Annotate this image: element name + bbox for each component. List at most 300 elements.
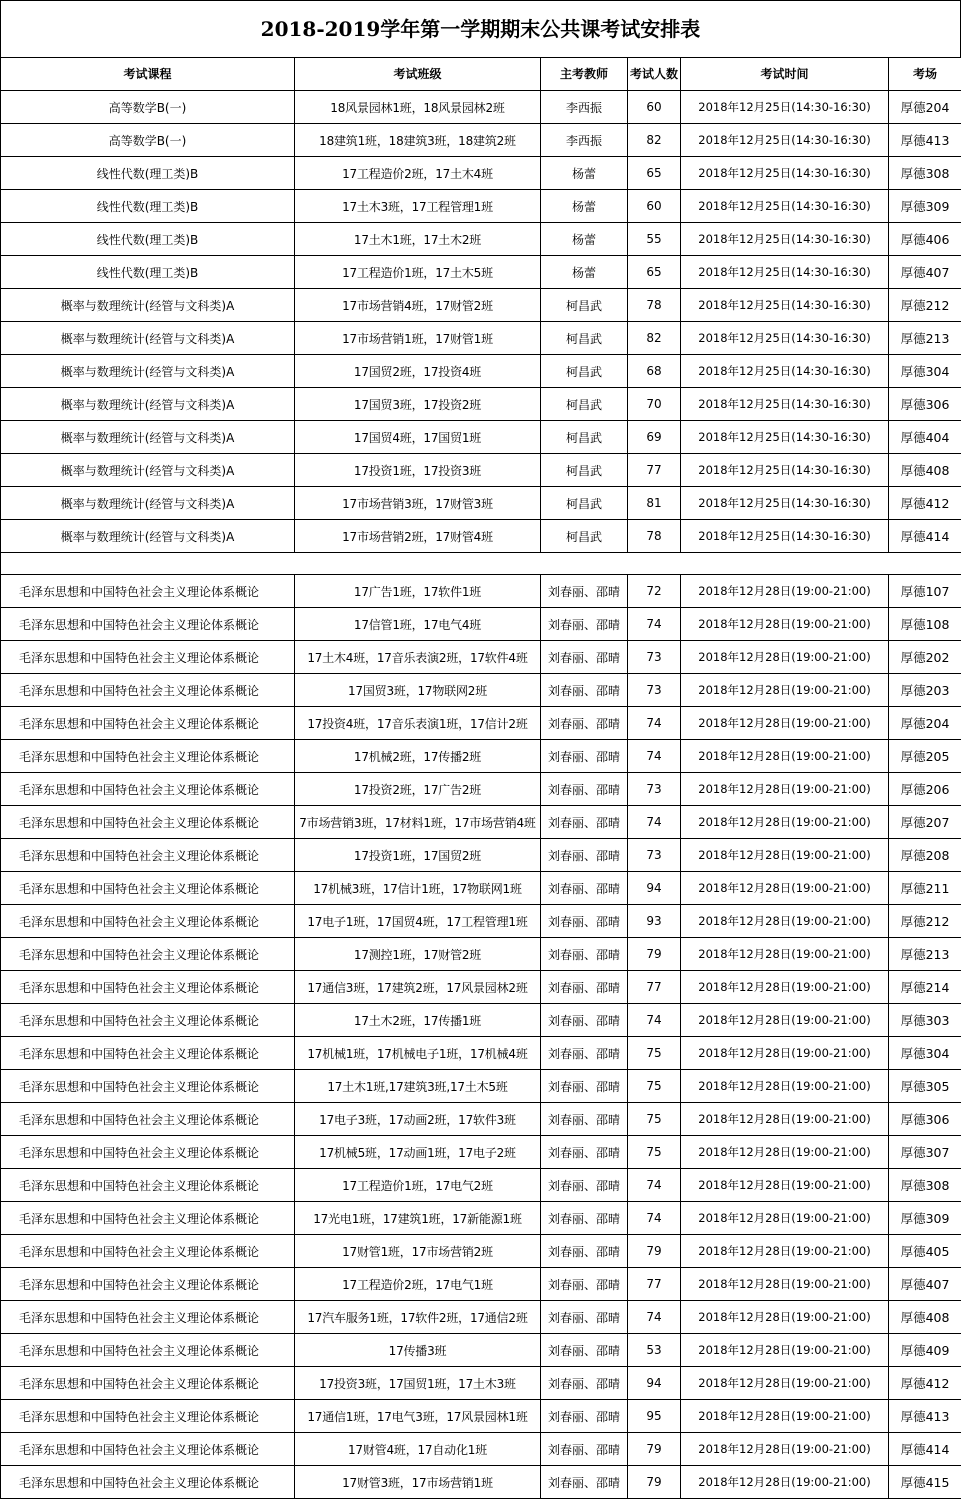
cell-course: 高等数学B(一) (1, 124, 295, 157)
cell-room: 厚德413 (889, 1400, 961, 1433)
cell-count: 75 (628, 1037, 681, 1070)
cell-count: 94 (628, 872, 681, 905)
cell-course: 毛泽东思想和中国特色社会主义理论体系概论 (1, 1466, 295, 1499)
cell-count: 75 (628, 1070, 681, 1103)
cell-room: 厚德309 (889, 1202, 961, 1235)
cell-room: 厚德306 (889, 388, 961, 421)
cell-room: 厚德208 (889, 839, 961, 872)
cell-course: 毛泽东思想和中国特色社会主义理论体系概论 (1, 1070, 295, 1103)
exam-table (0, 57, 961, 1499)
cell-classes: 17通信1班，17电气3班，17风景园林1班 (295, 1400, 541, 1433)
cell-room: 厚德404 (889, 421, 961, 454)
table-row (1, 674, 961, 707)
cell-room: 厚德203 (889, 674, 961, 707)
cell-course: 毛泽东思想和中国特色社会主义理论体系概论 (1, 740, 295, 773)
cell-teacher: 杨蕾 (541, 157, 628, 190)
cell-time: 2018年12月25日(14:30-16:30) (681, 190, 889, 223)
cell-teacher: 刘春丽、邵晴 (541, 575, 628, 608)
cell-time: 2018年12月28日(19:00-21:00) (681, 641, 889, 674)
cell-course: 毛泽东思想和中国特色社会主义理论体系概论 (1, 1400, 295, 1433)
cell-time: 2018年12月28日(19:00-21:00) (681, 872, 889, 905)
cell-room: 厚德415 (889, 1466, 961, 1499)
cell-teacher: 刘春丽、邵晴 (541, 905, 628, 938)
cell-teacher: 刘春丽、邵晴 (541, 806, 628, 839)
cell-time: 2018年12月25日(14:30-16:30) (681, 289, 889, 322)
cell-room: 厚德206 (889, 773, 961, 806)
cell-count: 77 (628, 1268, 681, 1301)
table-row (1, 1004, 961, 1037)
cell-teacher: 刘春丽、邵晴 (541, 1235, 628, 1268)
cell-classes: 17工程造价1班，17土木5班 (295, 256, 541, 289)
cell-teacher: 柯昌武 (541, 454, 628, 487)
cell-course: 毛泽东思想和中国特色社会主义理论体系概论 (1, 938, 295, 971)
cell-course: 毛泽东思想和中国特色社会主义理论体系概论 (1, 1334, 295, 1367)
cell-teacher: 刘春丽、邵晴 (541, 773, 628, 806)
cell-time: 2018年12月25日(14:30-16:30) (681, 520, 889, 553)
table-row (1, 608, 961, 641)
cell-time: 2018年12月25日(14:30-16:30) (681, 388, 889, 421)
cell-time: 2018年12月28日(19:00-21:00) (681, 674, 889, 707)
cell-count: 79 (628, 1466, 681, 1499)
cell-course: 毛泽东思想和中国特色社会主义理论体系概论 (1, 1433, 295, 1466)
cell-course: 毛泽东思想和中国特色社会主义理论体系概论 (1, 1136, 295, 1169)
cell-classes: 17土木2班，17传播1班 (295, 1004, 541, 1037)
table-row (1, 388, 961, 421)
cell-classes: 17机械3班，17信计1班，17物联网1班 (295, 872, 541, 905)
cell-time: 2018年12月25日(14:30-16:30) (681, 256, 889, 289)
header-row (1, 58, 961, 91)
cell-room: 厚德409 (889, 1334, 961, 1367)
header-room: 考场 (889, 58, 961, 91)
cell-course: 毛泽东思想和中国特色社会主义理论体系概论 (1, 773, 295, 806)
page-title: 2018-2019学年第一学期期末公共课考试安排表 (0, 0, 961, 57)
table-row (1, 355, 961, 388)
cell-classes: 17国贸4班，17国贸1班 (295, 421, 541, 454)
cell-course: 概率与数理统计(经管与文科类)A (1, 322, 295, 355)
table-row (1, 806, 961, 839)
cell-course: 概率与数理统计(经管与文科类)A (1, 355, 295, 388)
cell-room: 厚德205 (889, 740, 961, 773)
cell-course: 毛泽东思想和中国特色社会主义理论体系概论 (1, 839, 295, 872)
cell-room: 厚德304 (889, 355, 961, 388)
table-row (1, 1202, 961, 1235)
cell-course: 毛泽东思想和中国特色社会主义理论体系概论 (1, 641, 295, 674)
cell-room: 厚德213 (889, 938, 961, 971)
cell-count: 78 (628, 520, 681, 553)
cell-time: 2018年12月28日(19:00-21:00) (681, 1367, 889, 1400)
cell-classes: 17传播3班 (295, 1334, 541, 1367)
table-row (1, 1433, 961, 1466)
cell-count: 79 (628, 938, 681, 971)
cell-course: 毛泽东思想和中国特色社会主义理论体系概论 (1, 806, 295, 839)
cell-time: 2018年12月28日(19:00-21:00) (681, 938, 889, 971)
cell-course: 毛泽东思想和中国特色社会主义理论体系概论 (1, 905, 295, 938)
cell-time: 2018年12月28日(19:00-21:00) (681, 1268, 889, 1301)
cell-teacher: 刘春丽、邵晴 (541, 872, 628, 905)
cell-time: 2018年12月25日(14:30-16:30) (681, 421, 889, 454)
cell-teacher: 刘春丽、邵晴 (541, 1202, 628, 1235)
cell-count: 69 (628, 421, 681, 454)
cell-classes: 17国贸2班，17投资4班 (295, 355, 541, 388)
cell-time: 2018年12月25日(14:30-16:30) (681, 454, 889, 487)
cell-classes: 17国贸3班，17投资2班 (295, 388, 541, 421)
cell-teacher: 刘春丽、邵晴 (541, 971, 628, 1004)
cell-time: 2018年12月25日(14:30-16:30) (681, 157, 889, 190)
cell-count: 73 (628, 674, 681, 707)
cell-room: 厚德207 (889, 806, 961, 839)
cell-time: 2018年12月28日(19:00-21:00) (681, 608, 889, 641)
cell-room: 厚德204 (889, 91, 961, 124)
cell-time: 2018年12月28日(19:00-21:00) (681, 1301, 889, 1334)
cell-classes: 17电子3班，17动画2班，17软件3班 (295, 1103, 541, 1136)
cell-course: 线性代数(理工类)B (1, 157, 295, 190)
cell-teacher: 刘春丽、邵晴 (541, 839, 628, 872)
cell-time: 2018年12月28日(19:00-21:00) (681, 905, 889, 938)
table-row (1, 641, 961, 674)
cell-time: 2018年12月25日(14:30-16:30) (681, 91, 889, 124)
cell-course: 毛泽东思想和中国特色社会主义理论体系概论 (1, 1202, 295, 1235)
table-row (1, 520, 961, 553)
table-row (1, 91, 961, 124)
cell-teacher: 刘春丽、邵晴 (541, 1103, 628, 1136)
cell-teacher: 杨蕾 (541, 190, 628, 223)
cell-classes: 17市场营销2班，17财管4班 (295, 520, 541, 553)
cell-count: 81 (628, 487, 681, 520)
cell-time: 2018年12月28日(19:00-21:00) (681, 971, 889, 1004)
cell-teacher: 刘春丽、邵晴 (541, 1037, 628, 1070)
cell-course: 毛泽东思想和中国特色社会主义理论体系概论 (1, 1103, 295, 1136)
table-row (1, 773, 961, 806)
cell-classes: 17财管3班，17市场营销1班 (295, 1466, 541, 1499)
cell-course: 毛泽东思想和中国特色社会主义理论体系概论 (1, 608, 295, 641)
cell-count: 60 (628, 190, 681, 223)
table-row (1, 1268, 961, 1301)
cell-room: 厚德413 (889, 124, 961, 157)
table-row (1, 1301, 961, 1334)
cell-time: 2018年12月28日(19:00-21:00) (681, 1235, 889, 1268)
cell-course: 线性代数(理工类)B (1, 190, 295, 223)
cell-course: 毛泽东思想和中国特色社会主义理论体系概论 (1, 575, 295, 608)
cell-time: 2018年12月28日(19:00-21:00) (681, 1202, 889, 1235)
cell-teacher: 刘春丽、邵晴 (541, 1400, 628, 1433)
cell-count: 74 (628, 1301, 681, 1334)
cell-course: 概率与数理统计(经管与文科类)A (1, 520, 295, 553)
cell-count: 74 (628, 1169, 681, 1202)
cell-count: 55 (628, 223, 681, 256)
cell-classes: 17工程造价1班，17电气2班 (295, 1169, 541, 1202)
cell-classes: 7市场营销3班，17材料1班，17市场营销4班 (295, 806, 541, 839)
cell-teacher: 刘春丽、邵晴 (541, 1433, 628, 1466)
cell-room: 厚德406 (889, 223, 961, 256)
cell-room: 厚德214 (889, 971, 961, 1004)
cell-room: 厚德306 (889, 1103, 961, 1136)
cell-teacher: 杨蕾 (541, 256, 628, 289)
cell-time: 2018年12月25日(14:30-16:30) (681, 355, 889, 388)
cell-time: 2018年12月28日(19:00-21:00) (681, 707, 889, 740)
cell-classes: 17机械1班，17机械电子1班，17机械4班 (295, 1037, 541, 1070)
cell-room: 厚德212 (889, 905, 961, 938)
cell-count: 72 (628, 575, 681, 608)
cell-teacher: 柯昌武 (541, 421, 628, 454)
cell-classes: 17土木3班，17工程管理1班 (295, 190, 541, 223)
cell-classes: 17市场营销1班，17财管1班 (295, 322, 541, 355)
cell-teacher: 李西振 (541, 91, 628, 124)
cell-time: 2018年12月28日(19:00-21:00) (681, 1433, 889, 1466)
cell-teacher: 刘春丽、邵晴 (541, 1268, 628, 1301)
cell-room: 厚德308 (889, 157, 961, 190)
cell-room: 厚德211 (889, 872, 961, 905)
table-row (1, 454, 961, 487)
cell-count: 79 (628, 1433, 681, 1466)
cell-course: 毛泽东思想和中国特色社会主义理论体系概论 (1, 971, 295, 1004)
header-teacher: 主考教师 (541, 58, 628, 91)
cell-room: 厚德303 (889, 1004, 961, 1037)
table-row (1, 905, 961, 938)
cell-room: 厚德212 (889, 289, 961, 322)
cell-classes: 17财管1班，17市场营销2班 (295, 1235, 541, 1268)
table-row (1, 1400, 961, 1433)
cell-count: 53 (628, 1334, 681, 1367)
table-row (1, 124, 961, 157)
section-politics (1, 575, 961, 1499)
cell-count: 74 (628, 608, 681, 641)
cell-teacher: 刘春丽、邵晴 (541, 608, 628, 641)
cell-course: 概率与数理统计(经管与文科类)A (1, 454, 295, 487)
cell-classes: 17投资1班，17国贸2班 (295, 839, 541, 872)
cell-classes: 17财管4班，17自动化1班 (295, 1433, 541, 1466)
cell-classes: 17通信3班，17建筑2班，17风景园林2班 (295, 971, 541, 1004)
table-row (1, 256, 961, 289)
cell-teacher: 刘春丽、邵晴 (541, 1136, 628, 1169)
cell-classes: 17工程造价2班，17土木4班 (295, 157, 541, 190)
cell-course: 毛泽东思想和中国特色社会主义理论体系概论 (1, 1367, 295, 1400)
cell-classes: 17信管1班，17电气4班 (295, 608, 541, 641)
cell-count: 95 (628, 1400, 681, 1433)
cell-room: 厚德202 (889, 641, 961, 674)
table-row (1, 487, 961, 520)
section-gap (1, 553, 961, 575)
cell-room: 厚德204 (889, 707, 961, 740)
table-row (1, 872, 961, 905)
cell-room: 厚德107 (889, 575, 961, 608)
cell-count: 77 (628, 971, 681, 1004)
cell-time: 2018年12月28日(19:00-21:00) (681, 1334, 889, 1367)
table-row (1, 1037, 961, 1070)
header-time: 考试时间 (681, 58, 889, 91)
cell-time: 2018年12月28日(19:00-21:00) (681, 839, 889, 872)
cell-room: 厚德108 (889, 608, 961, 641)
header-count: 考试人数 (628, 58, 681, 91)
cell-count: 70 (628, 388, 681, 421)
cell-classes: 17土木1班,17建筑3班,17土木5班 (295, 1070, 541, 1103)
table-row (1, 839, 961, 872)
table-row (1, 190, 961, 223)
cell-time: 2018年12月28日(19:00-21:00) (681, 1169, 889, 1202)
cell-time: 2018年12月28日(19:00-21:00) (681, 575, 889, 608)
cell-classes: 17机械5班，17动画1班，17电子2班 (295, 1136, 541, 1169)
cell-time: 2018年12月28日(19:00-21:00) (681, 740, 889, 773)
cell-count: 74 (628, 707, 681, 740)
cell-course: 概率与数理统计(经管与文科类)A (1, 421, 295, 454)
table-row (1, 1367, 961, 1400)
cell-course: 线性代数(理工类)B (1, 223, 295, 256)
cell-count: 65 (628, 256, 681, 289)
cell-room: 厚德408 (889, 1301, 961, 1334)
cell-room: 厚德308 (889, 1169, 961, 1202)
cell-course: 线性代数(理工类)B (1, 256, 295, 289)
cell-teacher: 刘春丽、邵晴 (541, 1466, 628, 1499)
cell-room: 厚德414 (889, 1433, 961, 1466)
cell-count: 78 (628, 289, 681, 322)
cell-classes: 17光电1班，17建筑1班，17新能源1班 (295, 1202, 541, 1235)
cell-count: 73 (628, 839, 681, 872)
cell-classes: 17投资3班，17国贸1班，17土木3班 (295, 1367, 541, 1400)
cell-count: 94 (628, 1367, 681, 1400)
cell-time: 2018年12月28日(19:00-21:00) (681, 1136, 889, 1169)
cell-teacher: 刘春丽、邵晴 (541, 641, 628, 674)
cell-count: 82 (628, 322, 681, 355)
cell-classes: 17国贸3班，17物联网2班 (295, 674, 541, 707)
cell-count: 74 (628, 806, 681, 839)
cell-teacher: 柯昌武 (541, 322, 628, 355)
cell-classes: 17市场营销4班，17财管2班 (295, 289, 541, 322)
cell-teacher: 刘春丽、邵晴 (541, 1169, 628, 1202)
table-row (1, 1235, 961, 1268)
table-row (1, 740, 961, 773)
cell-count: 73 (628, 641, 681, 674)
cell-course: 高等数学B(一) (1, 91, 295, 124)
cell-teacher: 刘春丽、邵晴 (541, 1004, 628, 1037)
cell-teacher: 李西振 (541, 124, 628, 157)
cell-classes: 17电子1班，17国贸4班，17工程管理1班 (295, 905, 541, 938)
cell-time: 2018年12月25日(14:30-16:30) (681, 124, 889, 157)
table-row (1, 157, 961, 190)
cell-classes: 17投资4班，17音乐表演1班，17信计2班 (295, 707, 541, 740)
cell-time: 2018年12月28日(19:00-21:00) (681, 1004, 889, 1037)
cell-classes: 17广告1班，17软件1班 (295, 575, 541, 608)
cell-course: 概率与数理统计(经管与文科类)A (1, 388, 295, 421)
cell-count: 74 (628, 740, 681, 773)
table-row (1, 575, 961, 608)
table-row (1, 1103, 961, 1136)
cell-room: 厚德309 (889, 190, 961, 223)
cell-classes: 18建筑1班，18建筑3班，18建筑2班 (295, 124, 541, 157)
table-row (1, 1169, 961, 1202)
section-math (1, 91, 961, 553)
cell-teacher: 刘春丽、邵晴 (541, 740, 628, 773)
cell-teacher: 刘春丽、邵晴 (541, 1367, 628, 1400)
cell-teacher: 刘春丽、邵晴 (541, 1334, 628, 1367)
cell-classes: 17投资2班，17广告2班 (295, 773, 541, 806)
cell-time: 2018年12月28日(19:00-21:00) (681, 1466, 889, 1499)
cell-room: 厚德412 (889, 487, 961, 520)
cell-teacher: 杨蕾 (541, 223, 628, 256)
cell-classes: 17市场营销3班，17财管3班 (295, 487, 541, 520)
cell-teacher: 柯昌武 (541, 289, 628, 322)
cell-classes: 17土木1班，17土木2班 (295, 223, 541, 256)
table-row (1, 707, 961, 740)
table-row (1, 1136, 961, 1169)
cell-teacher: 刘春丽、邵晴 (541, 938, 628, 971)
cell-classes: 17投资1班，17投资3班 (295, 454, 541, 487)
cell-teacher: 柯昌武 (541, 487, 628, 520)
cell-teacher: 刘春丽、邵晴 (541, 1070, 628, 1103)
cell-count: 65 (628, 157, 681, 190)
cell-room: 厚德307 (889, 1136, 961, 1169)
cell-room: 厚德405 (889, 1235, 961, 1268)
header-classes: 考试班级 (295, 58, 541, 91)
cell-time: 2018年12月28日(19:00-21:00) (681, 806, 889, 839)
cell-classes: 18风景园林1班，18风景园林2班 (295, 91, 541, 124)
cell-course: 毛泽东思想和中国特色社会主义理论体系概论 (1, 674, 295, 707)
cell-teacher: 柯昌武 (541, 388, 628, 421)
cell-room: 厚德408 (889, 454, 961, 487)
cell-classes: 17汽车服务1班，17软件2班，17通信2班 (295, 1301, 541, 1334)
cell-teacher: 柯昌武 (541, 520, 628, 553)
cell-classes: 17机械2班，17传播2班 (295, 740, 541, 773)
cell-teacher: 刘春丽、邵晴 (541, 674, 628, 707)
cell-count: 73 (628, 773, 681, 806)
spacer-row (1, 553, 961, 575)
table-row (1, 1070, 961, 1103)
cell-count: 60 (628, 91, 681, 124)
cell-count: 74 (628, 1004, 681, 1037)
cell-classes: 17工程造价2班，17电气1班 (295, 1268, 541, 1301)
cell-time: 2018年12月28日(19:00-21:00) (681, 773, 889, 806)
cell-course: 毛泽东思想和中国特色社会主义理论体系概论 (1, 872, 295, 905)
cell-time: 2018年12月28日(19:00-21:00) (681, 1070, 889, 1103)
cell-room: 厚德304 (889, 1037, 961, 1070)
table-row (1, 223, 961, 256)
cell-room: 厚德407 (889, 1268, 961, 1301)
table-row (1, 1466, 961, 1499)
cell-count: 74 (628, 1202, 681, 1235)
cell-room: 厚德407 (889, 256, 961, 289)
cell-count: 68 (628, 355, 681, 388)
cell-teacher: 刘春丽、邵晴 (541, 1301, 628, 1334)
table-row (1, 421, 961, 454)
cell-count: 77 (628, 454, 681, 487)
cell-room: 厚德305 (889, 1070, 961, 1103)
cell-teacher: 柯昌武 (541, 355, 628, 388)
cell-course: 毛泽东思想和中国特色社会主义理论体系概论 (1, 1268, 295, 1301)
cell-classes: 17土木4班，17音乐表演2班，17软件4班 (295, 641, 541, 674)
cell-teacher: 刘春丽、邵晴 (541, 707, 628, 740)
cell-count: 79 (628, 1235, 681, 1268)
cell-classes: 17测控1班，17财管2班 (295, 938, 541, 971)
cell-room: 厚德213 (889, 322, 961, 355)
cell-course: 毛泽东思想和中国特色社会主义理论体系概论 (1, 1169, 295, 1202)
cell-count: 82 (628, 124, 681, 157)
cell-course: 毛泽东思想和中国特色社会主义理论体系概论 (1, 1235, 295, 1268)
table-row (1, 1334, 961, 1367)
cell-course: 毛泽东思想和中国特色社会主义理论体系概论 (1, 1004, 295, 1037)
cell-course: 毛泽东思想和中国特色社会主义理论体系概论 (1, 1037, 295, 1070)
cell-course: 毛泽东思想和中国特色社会主义理论体系概论 (1, 707, 295, 740)
cell-course: 概率与数理统计(经管与文科类)A (1, 487, 295, 520)
cell-count: 75 (628, 1103, 681, 1136)
table-row (1, 938, 961, 971)
cell-time: 2018年12月28日(19:00-21:00) (681, 1103, 889, 1136)
cell-time: 2018年12月25日(14:30-16:30) (681, 223, 889, 256)
cell-course: 概率与数理统计(经管与文科类)A (1, 289, 295, 322)
cell-count: 93 (628, 905, 681, 938)
cell-course: 毛泽东思想和中国特色社会主义理论体系概论 (1, 1301, 295, 1334)
cell-time: 2018年12月28日(19:00-21:00) (681, 1037, 889, 1070)
cell-room: 厚德414 (889, 520, 961, 553)
cell-time: 2018年12月25日(14:30-16:30) (681, 322, 889, 355)
table-row (1, 289, 961, 322)
